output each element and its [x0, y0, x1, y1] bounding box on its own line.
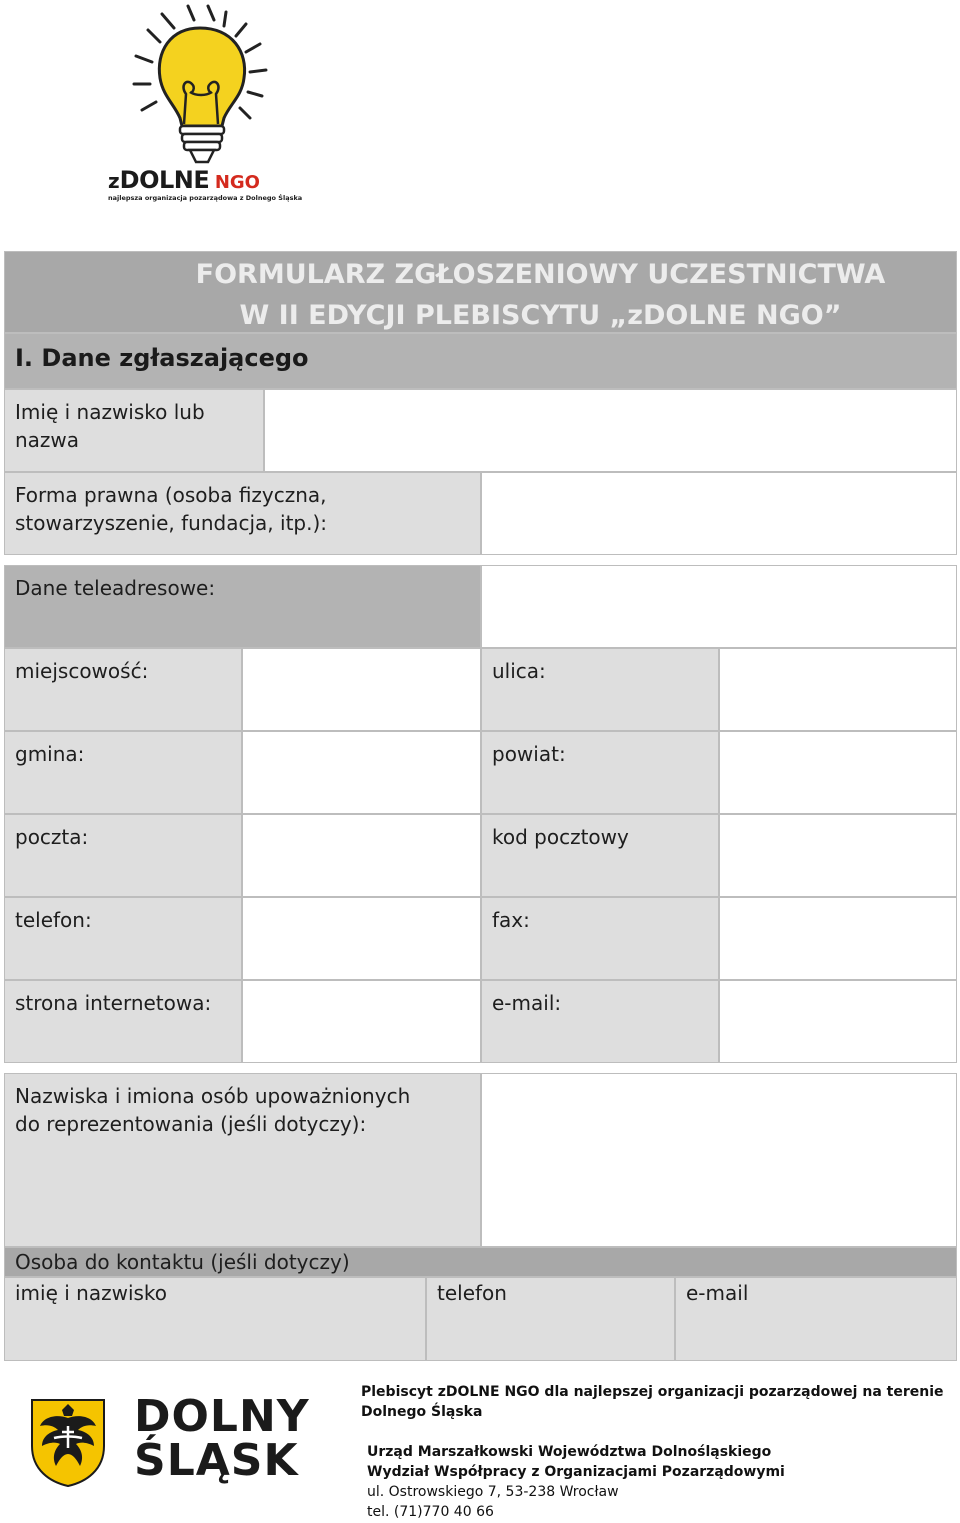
representatives-input-cell[interactable]	[481, 1073, 957, 1247]
postal-code-input-cell[interactable]	[719, 814, 957, 897]
representatives-label: Nazwiska i imiona osób upoważnionych do reprezentowania (jeśli dotyczy):	[15, 1084, 411, 1136]
representatives-label-cell	[4, 1073, 481, 1247]
phone-label: telefon:	[15, 908, 92, 932]
wordmark-main: DOLNE	[119, 166, 210, 194]
website-label: strona internetowa:	[15, 991, 212, 1015]
city-label: miejscowość:	[15, 659, 149, 683]
contact-person-email-label: e-mail	[686, 1281, 749, 1305]
zdolne-ngo-logo	[100, 0, 303, 210]
email-label: e-mail:	[492, 991, 562, 1015]
phone-label-cell	[4, 897, 242, 980]
postal-code-label-cell	[481, 814, 719, 897]
county-label-cell	[481, 731, 719, 814]
county-label: powiat:	[492, 742, 566, 766]
contact-person-email-cell[interactable]	[675, 1277, 957, 1361]
website-input-cell[interactable]	[242, 980, 481, 1063]
name-label: Imię i nazwisko lub nazwa	[15, 400, 205, 452]
post-office-label-cell	[4, 814, 242, 897]
contact-data-label-cell	[4, 565, 481, 648]
wordmark-suffix: NGO	[214, 172, 260, 193]
contact-person-name-label: imię i nazwisko	[15, 1281, 168, 1305]
fax-input-cell[interactable]	[719, 897, 957, 980]
legal-form-label: Forma prawna (osoba fizyczna, stowarzyszenie, fundacja, itp.):	[15, 483, 328, 535]
section-heading-row	[4, 333, 957, 389]
section-heading: I. Dane zgłaszającego	[15, 344, 309, 372]
coat-of-arms-icon	[28, 1396, 108, 1488]
name-label-cell	[4, 389, 264, 472]
legal-form-label-cell	[4, 472, 481, 555]
name-input-cell[interactable]	[264, 389, 957, 472]
contact-person-heading-cell	[4, 1247, 957, 1277]
form-title-box	[4, 251, 957, 333]
form-title-line2: W II EDYCJI PLEBISCYTU „zDOLNE NGO”	[239, 300, 842, 331]
lightbulb-icon	[100, 0, 290, 175]
commune-input-cell[interactable]	[242, 731, 481, 814]
website-label-cell	[4, 980, 242, 1063]
contact-data-label: Dane teleadresowe:	[15, 576, 216, 600]
street-input-cell[interactable]	[719, 648, 957, 731]
contact-person-phone-label: telefon	[437, 1281, 507, 1305]
dolny-slask-line2: ŚLĄSK	[134, 1435, 299, 1486]
city-input-cell[interactable]	[242, 648, 481, 731]
street-label-cell	[481, 648, 719, 731]
contact-data-input-cell[interactable]	[481, 565, 957, 648]
wordmark-prefix: z	[108, 169, 120, 193]
legal-form-input-cell[interactable]	[481, 472, 957, 555]
fax-label-cell	[481, 897, 719, 980]
contact-person-name-cell[interactable]	[4, 1277, 426, 1361]
county-input-cell[interactable]	[719, 731, 957, 814]
form-title-line1: FORMULARZ ZGŁOSZENIOWY UCZESTNICTWA	[195, 259, 886, 290]
contact-person-phone-cell[interactable]	[426, 1277, 675, 1361]
footer-program: Plebiscyt zDOLNE NGO dla najlepszej organizacji pozarządowej na terenie Dolnego Śląska	[361, 1384, 944, 1420]
zdolne-ngo-wordmark	[108, 166, 290, 194]
commune-label-cell	[4, 731, 242, 814]
dolny-slask-line1: DOLNY	[134, 1391, 310, 1442]
commune-label: gmina:	[15, 742, 85, 766]
contact-person-heading: Osoba do kontaktu (jeśli dotyczy)	[15, 1250, 350, 1274]
street-label: ulica:	[492, 659, 546, 683]
postal-code-label: kod pocztowy	[492, 825, 629, 849]
footer-phone: tel. (71)770 40 66	[367, 1504, 494, 1520]
dolny-slask-logo	[28, 1391, 318, 1492]
footer-office: Urząd Marszałkowski Województwa Dolnośląskiego	[367, 1444, 772, 1460]
city-label-cell	[4, 648, 242, 731]
phone-input-cell[interactable]	[242, 897, 481, 980]
post-office-label: poczta:	[15, 825, 89, 849]
logo-tagline: najlepsza organizacja pozarządowa z Dolnego Śląska	[108, 194, 303, 202]
footer-address: ul. Ostrowskiego 7, 53-238 Wrocław	[367, 1484, 619, 1500]
fax-label: fax:	[492, 908, 530, 932]
footer-department: Wydział Współpracy z Organizacjami Pozarządowymi	[367, 1464, 785, 1480]
post-office-input-cell[interactable]	[242, 814, 481, 897]
email-input-cell[interactable]	[719, 980, 957, 1063]
email-label-cell	[481, 980, 719, 1063]
